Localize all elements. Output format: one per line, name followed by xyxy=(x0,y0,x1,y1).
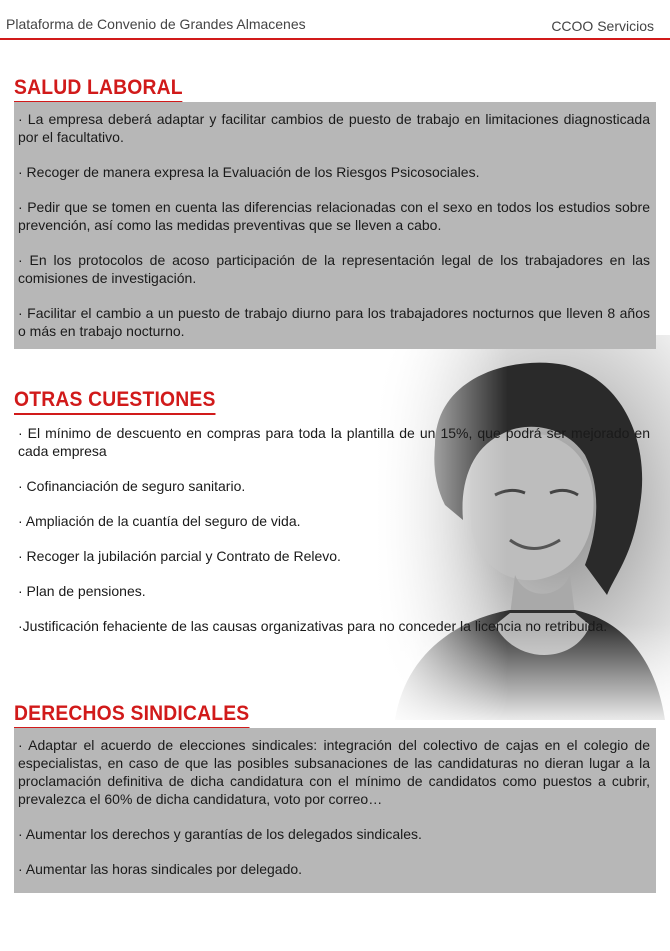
list-item: · Pedir que se tomen en cuenta las diferencias relacionadas con el sexo en todos los estudios sobre prevención, así como las medidas preventivas que se lleven a cabo. xyxy=(18,199,650,233)
header-title: Plataforma de Convenio de Grandes Almacenes xyxy=(6,16,306,32)
list-item: · Facilitar el cambio a un puesto de trabajo diurno para los trabajadores nocturnos que lleven 8 años o más en trabajo nocturno. xyxy=(18,305,650,339)
salud-laboral-box xyxy=(14,102,656,349)
list-item: · En los protocolos de acoso participación de la representación legal de los trabajadores en las comisiones de investigación. xyxy=(18,252,650,286)
section-title-salud-laboral: SALUD LABORAL xyxy=(14,76,183,100)
list-item: · Ampliación de la cuantía del seguro de vida. xyxy=(18,513,301,529)
list-item: · Aumentar las horas sindicales por delegado. xyxy=(18,861,303,877)
list-item: · Adaptar el acuerdo de elecciones sindicales: integración del colectivo de cajas en el colegio de especialistas, en caso de que las posibles subsanaciones de las candidaturas no dieran lugar a la proclamación definitiva de dicha candidatura con el mínimo de candidatos como puestos a cubrir, prevalezca el 60% de dicha candidatura, voto por correo… xyxy=(18,737,650,807)
list-item: · Cofinanciación de seguro sanitario. xyxy=(18,478,246,494)
header-rule xyxy=(0,38,670,40)
derechos-sindicales-box xyxy=(14,728,656,893)
otras-cuestiones-box xyxy=(14,416,656,646)
header-organization: CCOO Servicios xyxy=(551,18,654,34)
list-item: · La empresa deberá adaptar y facilitar cambios de puesto de trabajo en limitaciones diagnosticada por el facultativo. xyxy=(18,111,650,145)
list-item: · Recoger de manera expresa la Evaluación de los Riesgos Psicosociales. xyxy=(18,164,480,180)
section-title-otras-cuestiones: OTRAS CUESTIONES xyxy=(14,388,216,412)
list-item: · El mínimo de descuento en compras para toda la plantilla de un 15%, que podrá ser mejorado en cada empresa xyxy=(18,425,650,459)
list-item: ·Justificación fehaciente de las causas organizativas para no conceder la licencia no retribuida. xyxy=(18,618,608,634)
list-item: · Recoger la jubilación parcial y Contrato de Relevo. xyxy=(18,548,341,564)
page-header xyxy=(0,0,670,38)
section-title-underline xyxy=(14,413,216,415)
list-item: · Aumentar los derechos y garantías de los delegados sindicales. xyxy=(18,826,422,842)
section-title-derechos-sindicales: DERECHOS SINDICALES xyxy=(14,702,249,726)
list-item: · Plan de pensiones. xyxy=(18,583,146,599)
